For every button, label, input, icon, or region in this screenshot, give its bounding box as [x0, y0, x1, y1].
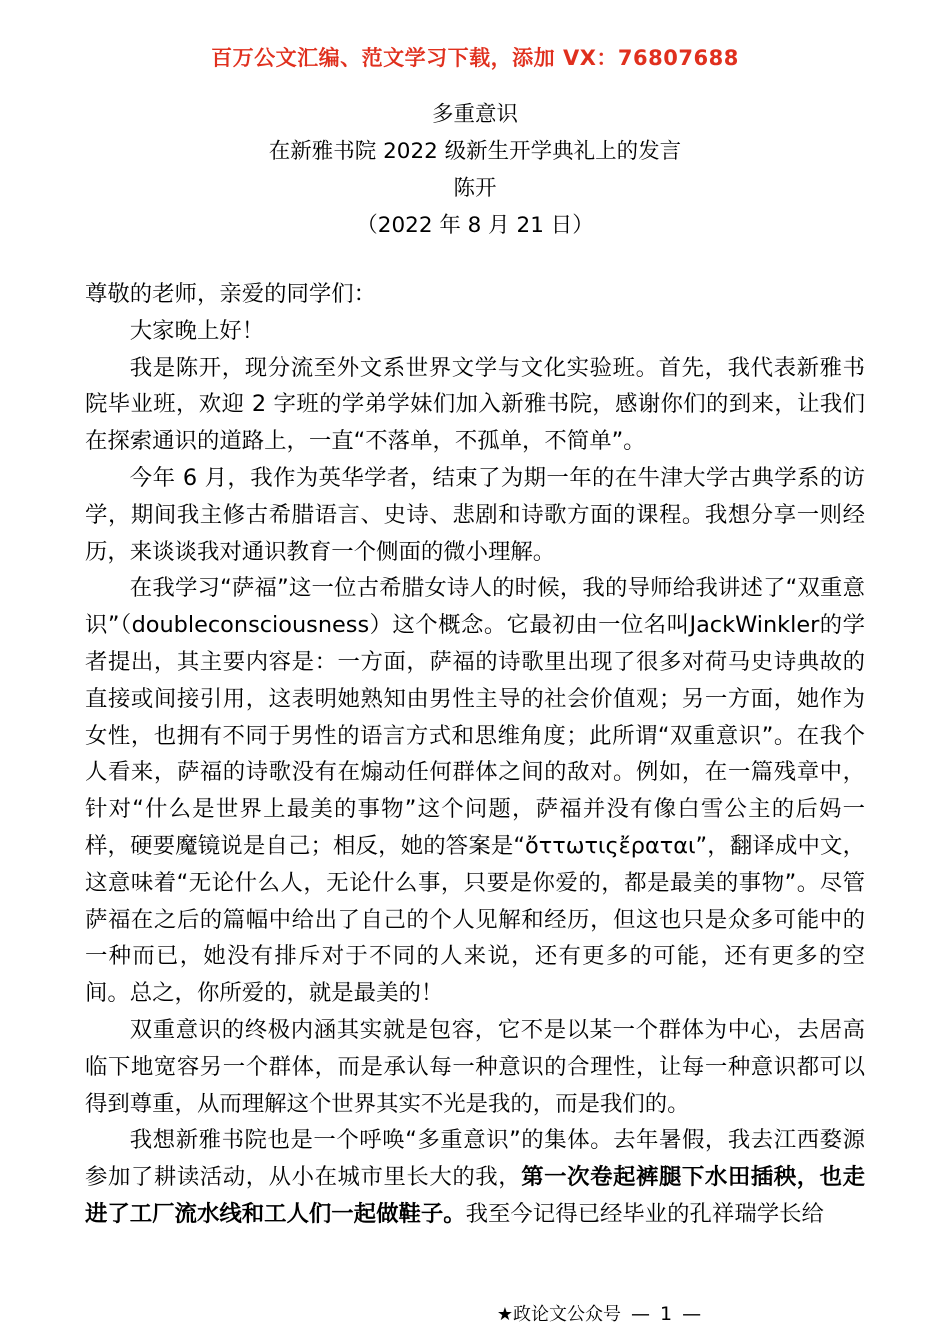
document-body [85, 276, 865, 1233]
paragraph-xinya-college [85, 1122, 865, 1232]
paragraph-greeting: 大家晚上好！ [129, 317, 265, 344]
document-date: （2022 年 8 月 21 日） [356, 213, 594, 238]
paragraph-oxford-visit: 今年 6 月，我作为英华学者，结束了为期一年的在牛津大学古典学系的访学，期间我主修古希腊语言、史诗、悲剧和诗歌方面的课程。我想分享一则经历，来谈谈我对通识教育一个侧面的微小理解。 [85, 464, 865, 565]
sappho-text-part-1: 在我学习“萨福”这一位古希腊女诗人的时候，我的导师给我讲述了“双重意识”（ [85, 575, 865, 639]
paragraph-sappho [85, 570, 865, 1012]
sappho-text-part-4: ”，翻译成中文，这意味着“无论什么人，无论什么事，只要是你爱的，都是最美的事物”。尽管萨福在之后的篇幅中给出了自己的个人见解和经历，但这也只是众多可能中的一种而已，她没有排斥对于不同的人来说，还有更多的可能，还有更多的空间。总之，你所爱的，就是最美的！ [85, 832, 865, 1007]
paragraph-inclusion: 双重意识的终极内涵其实就是包容，它不是以某一个群体为中心，去居高临下地宽容另一个群体，而是承认每一种意识的合理性，让每一种意识都可以得到尊重，从而理解这个世界其实不光是我的，而是我们的。 [85, 1016, 865, 1117]
paragraph-salutation: 尊敬的老师，亲爱的同学们： [85, 281, 377, 307]
sappho-text-part-3: 的学者提出，其主要内容是：一方面，萨福的诗歌里出现了很多对荷马史诗典故的直接或间接引用，这表明她熟知由男性主导的社会价值观；另一方面，她作为女性，也拥有不同于男性的语言方式和思维角度；此所谓“双重意识”。在我个人看来，萨福的诗歌没有在煽动任何群体之间的敌对。例如，在一篇残章中，针对“什么是世界上最美的事物”这个问题，萨福并没有像白雪公主的后妈一样，硬要魔镜说是自己；相反，她的答案是“ [85, 612, 866, 859]
footer-page-number: — 1 — [630, 1303, 704, 1325]
xinya-text-part-2: 我至今记得已经毕业的孔祥瑞学长给 [465, 1200, 824, 1227]
xinya-text-emphasis: 第一次卷起裤腿下水田插秧，也走进了工厂流水线和工人们一起做鞋子。 [85, 1164, 866, 1227]
sappho-text-part-2: ）这个概念。它最初由一位名叫 [369, 612, 690, 639]
paragraph-introduction: 我是陈开，现分流至外文系世界文学与文化实验班。首先，我代表新雅书院毕业班，欢迎 2 字班的学弟学妹们加入新雅书院，感谢你们的到来，让我们在探索通识的道路上，一直“不落单，不孤单，不简单”。 [85, 354, 865, 455]
promo-banner-text: 百万公文汇编、范文学习下载，添加 VX：76807688 [211, 46, 739, 70]
document-author: 陈开 [453, 176, 497, 201]
document-subtitle: 在新雅书院 2022 级新生开学典礼上的发言 [268, 139, 682, 164]
title-block [0, 96, 950, 244]
term-double-consciousness: doubleconsciousness [131, 612, 370, 639]
greek-quote: ὄττωτιςἔραται [525, 832, 696, 859]
xinya-text-part-1: 我想新雅书院也是一个呼唤“多重意识”的集体。去年暑假，我去江西婺源参加了耕读活动，从小在城市里长大的我， [85, 1127, 865, 1191]
page-footer [0, 1300, 950, 1326]
document-title: 多重意识 [431, 102, 518, 127]
footer-watermark: ★政论文公众号 [496, 1304, 621, 1325]
footer-content [497, 1300, 703, 1326]
scholar-name-jack-winkler: JackWinkler [689, 612, 820, 639]
